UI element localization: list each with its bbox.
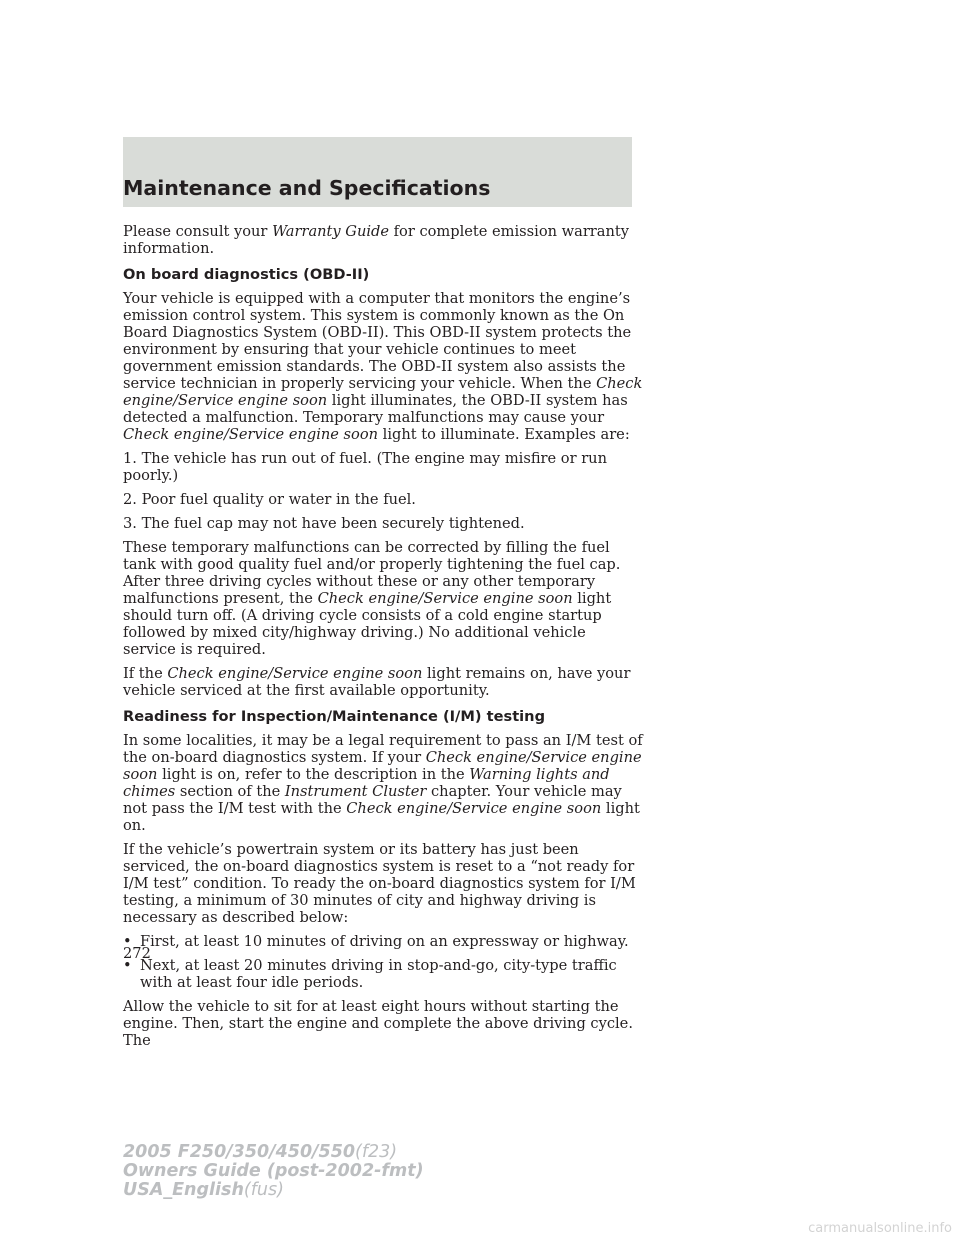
bullet-text: Next, at least 20 minutes driving in stop-and-go, city-type traffic with at least four idle periods.: [140, 957, 617, 991]
warranty-guide-reference: Warranty Guide: [272, 223, 389, 240]
obd-list-item-2: 2. Poor fuel quality or water in the fuel.: [123, 491, 416, 508]
im-paragraph-3: Allow the vehicle to sit for at least eight hours without starting the engine. Then, start the engine and complete the above driving cycle. The: [123, 998, 633, 1049]
footer-model-code: (f23): [355, 1142, 398, 1162]
check-engine-term: Check engine/Service engine soon: [346, 800, 602, 817]
watermark: carmanualsonline.info: [808, 1221, 952, 1236]
footer-model: 2005 F250/350/450/550: [123, 1142, 356, 1162]
text-run: light on.: [123, 800, 640, 834]
instrument-cluster-reference: Instrument Cluster: [284, 783, 427, 800]
obd-list-item-3: 3. The fuel cap may not have been securely tightened.: [123, 515, 525, 532]
obd-heading: On board diagnostics (OBD-II): [123, 266, 370, 283]
text-run: light should turn off. (A driving cycle consists of a cold engine startup followed by mixed city/highway driving.) No additional vehicle service is required.: [123, 590, 612, 658]
footer-line-2: [123, 1162, 424, 1181]
check-engine-term: Check engine/Service engine soon: [317, 590, 573, 607]
text-run: light illuminates, the OBD-II system has detected a malfunction. Temporary malfunctions may cause your: [123, 392, 628, 426]
page-number: 272: [123, 945, 151, 962]
check-engine-term: Check engine/Service engine soon: [123, 749, 642, 783]
text-run: for complete emission warranty information.: [123, 223, 629, 257]
text-run: Your vehicle is equipped with a computer that monitors the engine’s emission control system. This system is commonly known as the On Board Diagnostics System (OBD-II). This OBD-II system protects the environment by ensuring that your vehicle continues to meet government emission standards. The OBD-II system also assists the service technician in properly servicing your vehicle. When the: [123, 290, 632, 392]
text-run: light to illuminate. Examples are:: [378, 426, 630, 443]
check-engine-term: Check engine/Service engine soon: [167, 665, 423, 682]
footer-language: USA_English: [123, 1180, 244, 1200]
text-run: section of the: [175, 783, 285, 800]
document-footer: [123, 1143, 424, 1200]
bullet-text: First, at least 10 minutes of driving on an expressway or highway.: [140, 933, 629, 950]
obd-paragraph-2: [123, 539, 643, 658]
page-content: [123, 223, 643, 1056]
footer-guide-title: Owners Guide (post-2002-fmt): [123, 1161, 424, 1181]
footer-line-1: [123, 1143, 424, 1162]
im-paragraph-2: If the vehicle’s powertrain system or its battery has just been serviced, the on-board diagnostics system is reset to a “not ready for I/M test” condition. To ready the on-board diagnostics system for I/M testing, a minimum of 30 minutes of city and highway driving is necessary as described below:: [123, 841, 636, 926]
page-title: Maintenance and Specifications: [123, 176, 491, 200]
obd-paragraph-1: [123, 290, 643, 443]
text-run: Please consult your: [123, 223, 273, 240]
im-heading: Readiness for Inspection/Maintenance (I/M) testing: [123, 708, 546, 725]
bullet-icon: •: [123, 933, 132, 950]
bullet-icon: •: [123, 957, 132, 974]
warning-lights-reference: Warning lights and chimes: [123, 766, 610, 800]
text-run: light remains on, have your vehicle serviced at the first available opportunity.: [123, 665, 631, 699]
footer-language-code: (fus): [243, 1180, 284, 1200]
text-run: light is on, refer to the description in the: [157, 766, 470, 783]
footer-line-3: [123, 1181, 424, 1200]
check-engine-term: Check engine/Service engine soon: [123, 426, 379, 443]
obd-paragraph-3: [123, 665, 643, 699]
bullet-item: [123, 933, 643, 950]
text-run: In some localities, it may be a legal requirement to pass an I/M test of the on-board diagnostics system. If your: [123, 732, 643, 766]
obd-list-item-1: 1. The vehicle has run out of fuel. (The engine may misfire or run poorly.): [123, 450, 607, 484]
im-paragraph-1: [123, 732, 643, 834]
check-engine-term: Check engine/Service engine soon: [123, 375, 643, 409]
text-run: If the: [123, 665, 168, 682]
text-run: chapter. Your vehicle may not pass the I/M test with the: [123, 783, 622, 817]
intro-paragraph: [123, 223, 643, 257]
bullet-item: [123, 957, 643, 991]
text-run: These temporary malfunctions can be corrected by filling the fuel tank with good quality fuel and/or properly tightening the fuel cap. After three driving cycles without these or any other temporary malfunctions present, the: [123, 539, 621, 607]
